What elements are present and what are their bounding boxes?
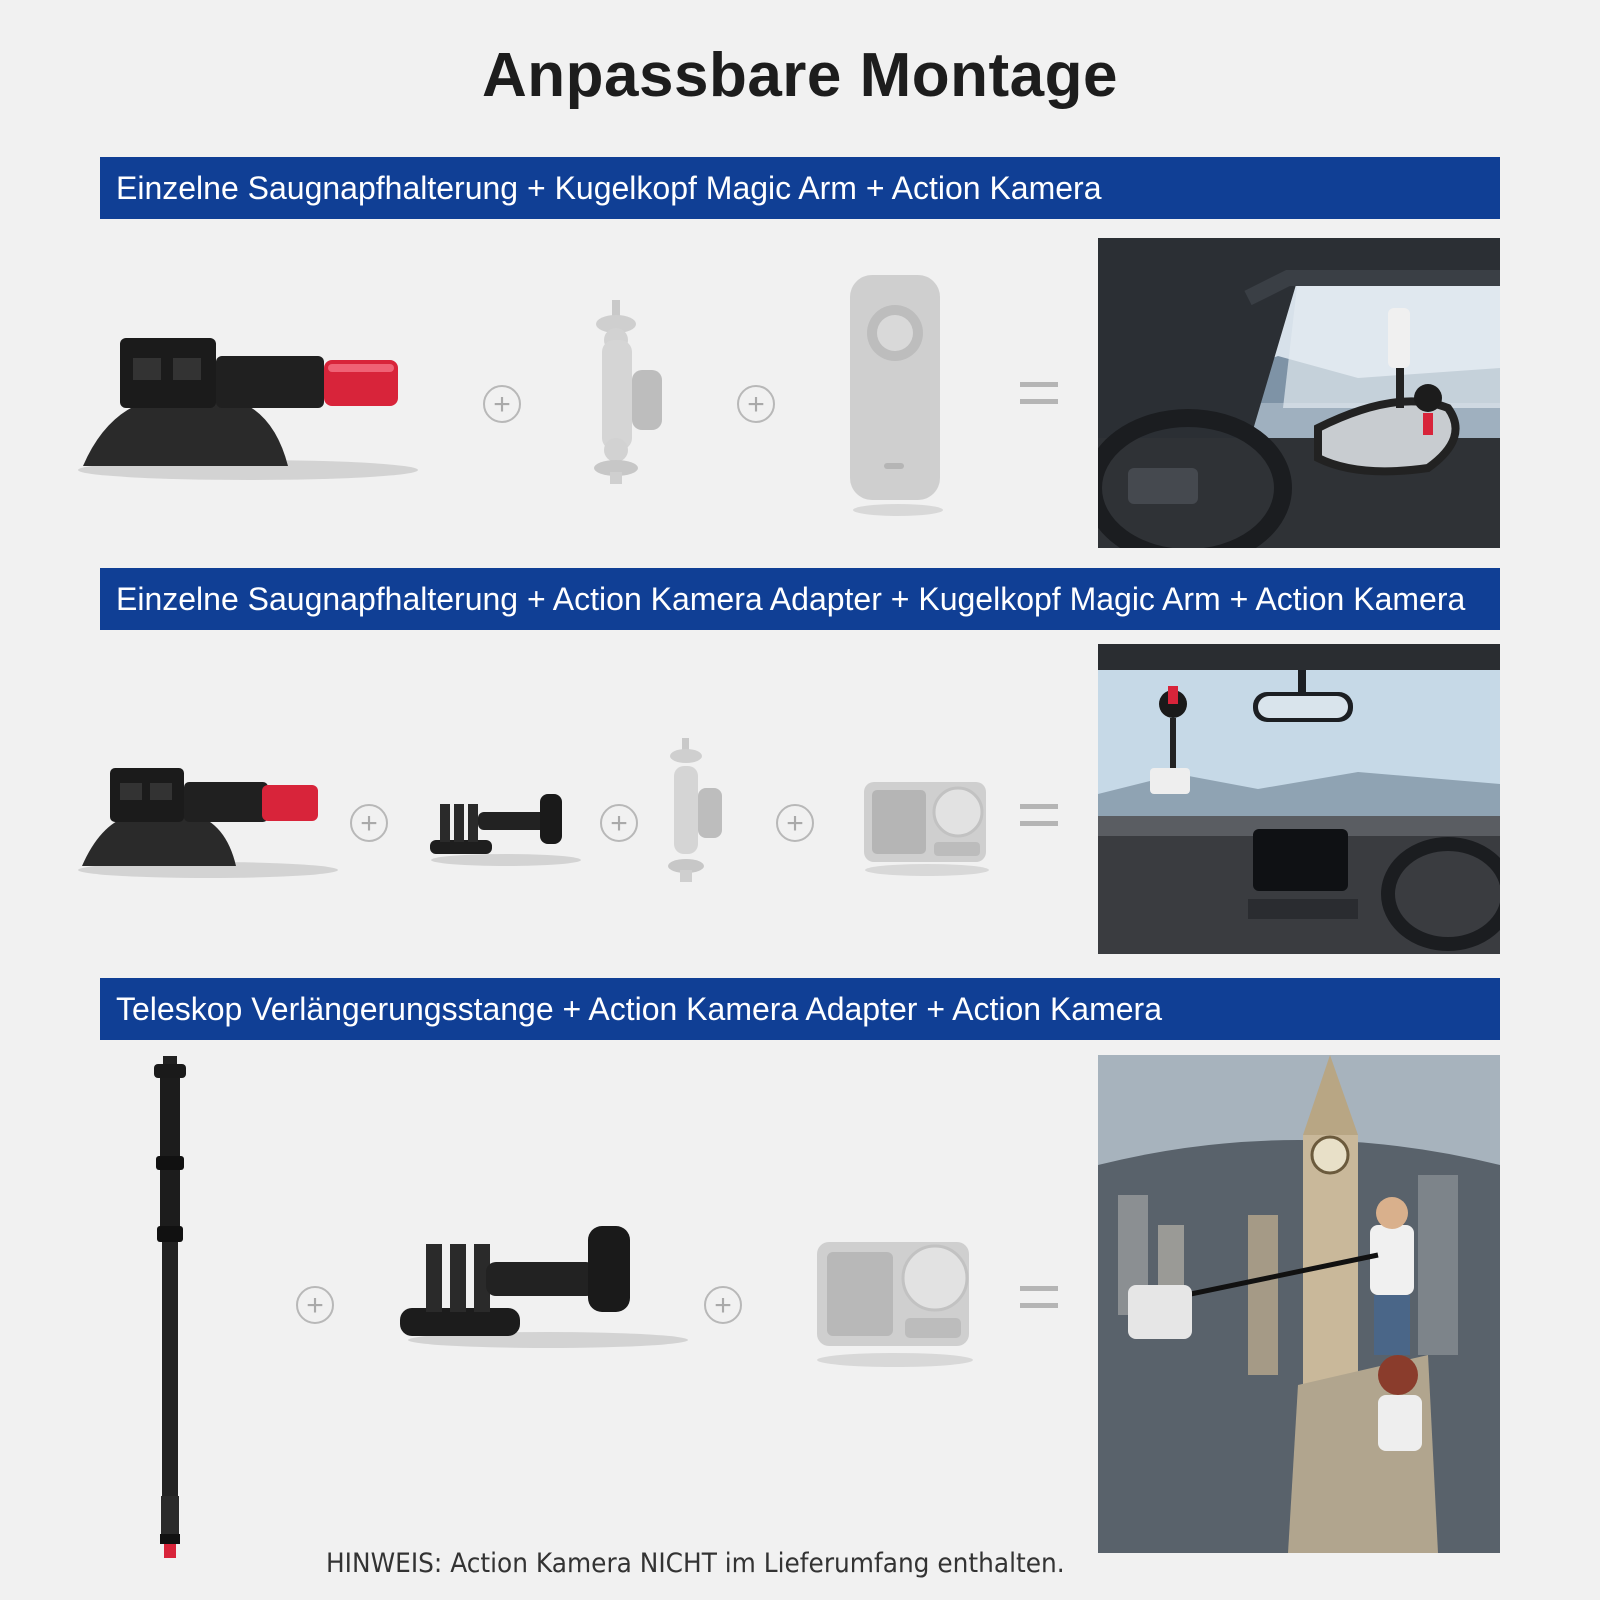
plus-icon: + [737, 385, 775, 423]
camera-adapter-icon [398, 1222, 678, 1352]
plus-icon: + [600, 804, 638, 842]
equals-icon [1020, 1286, 1058, 1308]
plus-icon: + [704, 1286, 742, 1324]
car-windshield-photo [1098, 644, 1500, 954]
action-camera-icon [862, 780, 992, 876]
disclaimer-note: HINWEIS: Action Kamera NICHT im Lieferumfang enthalten. [326, 1548, 1065, 1579]
action-camera-icon [815, 1240, 975, 1370]
plus-icon: + [296, 1286, 334, 1324]
section-banner-2: Einzelne Saugnapfhalterung + Action Kamera Adapter + Kugelkopf Magic Arm + Action Kamera [100, 568, 1500, 630]
camera-adapter-icon [426, 790, 576, 870]
suction-cup-mount-icon [78, 338, 418, 498]
section-row-2 [0, 640, 1600, 960]
tower-selfie-photo [1098, 1055, 1500, 1553]
plus-icon: + [483, 385, 521, 423]
action-camera-icon [848, 275, 948, 515]
car-window-photo [1098, 238, 1500, 548]
telescopic-pole-icon [148, 1056, 208, 1566]
equals-icon [1020, 382, 1058, 404]
magic-arm-icon [592, 300, 692, 490]
page-title: Anpassbare Montage [481, 41, 1119, 110]
plus-icon: + [350, 804, 388, 842]
section-banner-3: Teleskop Verlängerungsstange + Action Kamera Adapter + Action Kamera [100, 978, 1500, 1040]
plus-icon: + [776, 804, 814, 842]
magic-arm-icon [666, 738, 746, 888]
equals-icon [1020, 804, 1058, 826]
section-banner-1: Einzelne Saugnapfhalterung + Kugelkopf Magic Arm + Action Kamera [100, 157, 1500, 219]
section-row-3 [0, 1050, 1600, 1570]
section-row-1 [0, 230, 1600, 550]
suction-cup-mount-icon [78, 768, 338, 888]
